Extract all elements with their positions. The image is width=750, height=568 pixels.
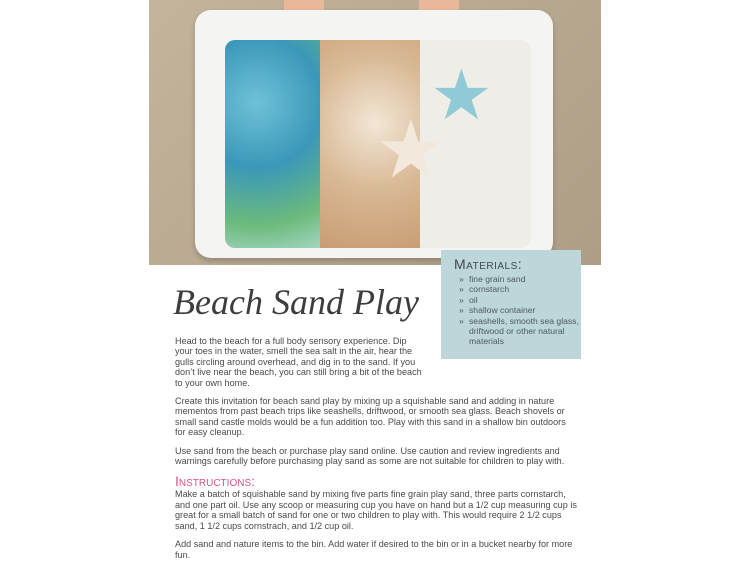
sea-glass [225, 40, 330, 248]
materials-heading: Materials: [454, 256, 523, 272]
intro-paragraph: Use sand from the beach or purchase play sand online. Use caution and review ingredients and warnings carefully before purchasing play sand as some are not suitable for children to play with. [175, 445, 565, 467]
material-item: » fine grain sand [459, 274, 579, 284]
article-body [175, 336, 577, 568]
intro-paragraph: Head to the beach for a full body sensory experience. Dip your toes in the water, smell the sea salt in the air, hear the gulls circling around overhead, and dig in to the sand. If you don’t live near the beach, you can still bring a bit of the beach to your own home. [175, 336, 422, 388]
sensory-bin [195, 10, 553, 258]
instructions-heading: Instructions: [175, 473, 256, 490]
material-item: » cornstarch [459, 284, 579, 294]
page-title: Beach Sand Play [173, 282, 419, 322]
intro-paragraph: Create this invitation for beach sand play by mixing up a squishable sand and adding in nature mementos from past beach trips like seashells, driftwood, or smooth sea glass. Beach shovels or small sand castle molds would be a fun addition too. Play with this sand in a shallow bin outdoors for easy cleanup. [175, 396, 566, 438]
beach-sand-photo [149, 0, 601, 265]
starfish-white: ★ [375, 105, 447, 194]
instructions-paragraph: Add sand and nature items to the bin. Add water if desired to the bin or in a bucket nearby for more fun. [175, 539, 573, 560]
instructions-paragraph: Make a batch of squishable sand by mixing five parts fine grain play sand, three parts cornstarch, and one part oil. Use any scoop or measuring cup you have on hand but a 1/2 cup measuring cup is great for a small batch of sand for one or two children to play with. This would require 2 1/2 cups sand, 1 1/2 cups cornstrach, and 1/2 cup oil. [175, 489, 577, 531]
material-item: » shallow container [459, 305, 579, 315]
material-item: » seashells, smooth sea glass, driftwood or other natural materials [459, 316, 579, 347]
starfish-blue: ★ [430, 56, 493, 134]
materials-list [459, 274, 579, 347]
materials-box [441, 250, 581, 359]
material-item: » oil [459, 295, 579, 305]
